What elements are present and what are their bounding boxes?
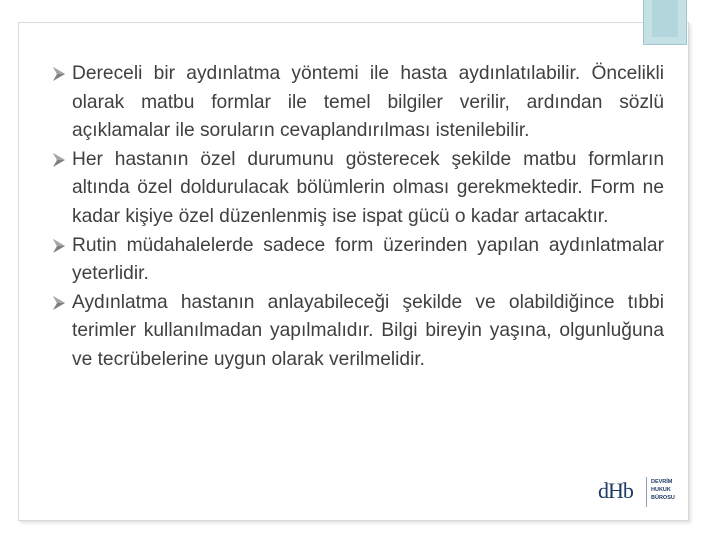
logo-divider: [646, 477, 647, 507]
bullet-item: [52, 232, 664, 289]
logo-org-line: HUKUK: [651, 487, 671, 493]
logo-org-name: [651, 478, 691, 502]
arrowhead-bullet-icon: [52, 295, 66, 311]
logo-mark: dHb: [598, 478, 633, 503]
arrowhead-bullet-icon: [52, 66, 66, 82]
bullet-item: [52, 60, 664, 146]
bullet-text: Aydınlatma hastanın anlayabileceği şekilde ve olabildiğince tıbbi terimler kullanılmadan yapılmalıdır. Bilgi bireyin yaşına, olgunluğuna ve tecrübelerine uygun olarak verilmelidir.: [72, 291, 664, 370]
slide-content: [52, 60, 664, 375]
bullet-text: Her hastanın özel durumunu gösterecek şekilde matbu formların altında özel doldurulacak bölümlerin olması gerekmektedir. Form ne kadar kişiye özel düzenlenmiş ise ispat gücü o kadar artacaktır.: [72, 148, 664, 227]
logo-org-line: DEVRİM: [651, 479, 673, 485]
bullet-text: Dereceli bir aydınlatma yöntemi ile hasta aydınlatılabilir. Öncelikli olarak matbu formlar ile temel bilgiler verilir, ardından sözlü açıklamalar ile soruların cevaplandırılması istenilebilir.: [72, 63, 664, 142]
logo-org-line: BÜROSU: [651, 495, 675, 501]
bullet-text: Rutin müdahalelerde sadece form üzerinden yapılan aydınlatmalar yeterlidir.: [72, 234, 664, 285]
arrowhead-bullet-icon: [52, 152, 66, 168]
bullet-item: [52, 289, 664, 375]
arrowhead-bullet-icon: [52, 238, 66, 254]
bullet-item: [52, 146, 664, 232]
corner-decoration: [643, 0, 687, 45]
bullet-list: [52, 60, 664, 375]
firm-logo: [598, 474, 688, 514]
